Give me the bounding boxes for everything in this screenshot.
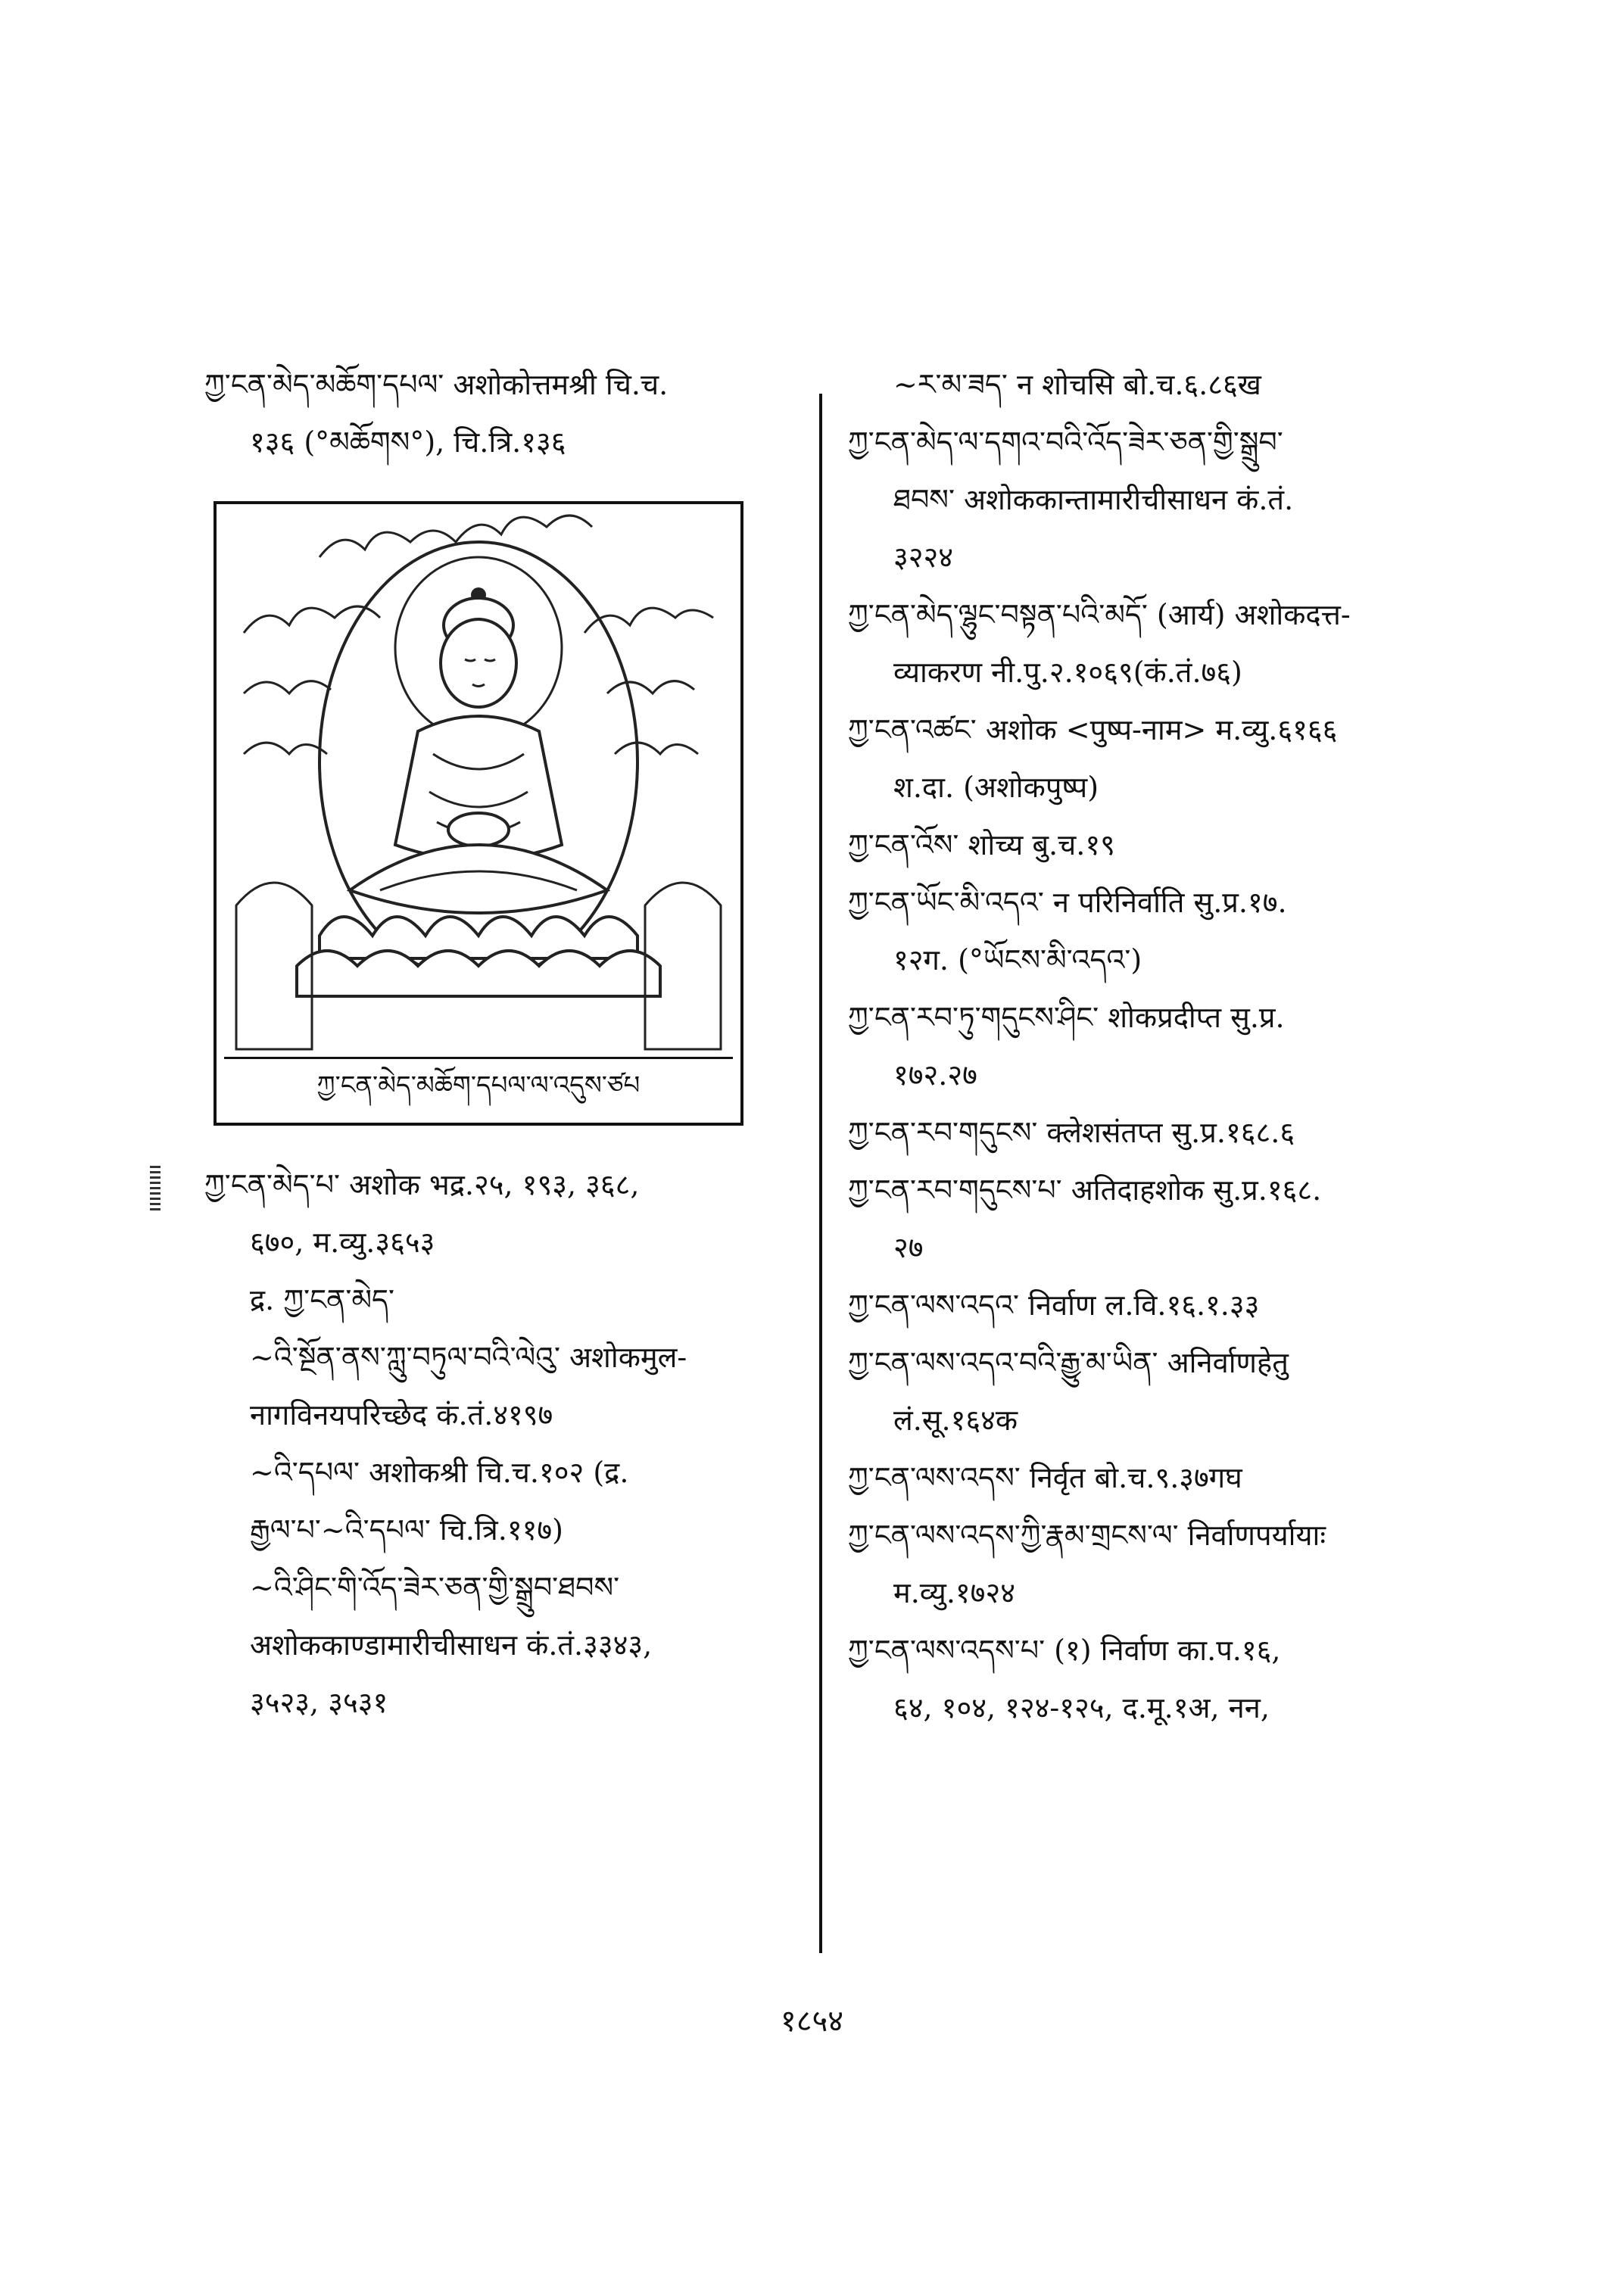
entry-line: ཐབས་ अशोककान्तामारीचीसाधन कं.तं. bbox=[893, 483, 1294, 516]
buddha-illustration bbox=[214, 501, 743, 1126]
buddha-drawing bbox=[224, 512, 733, 1057]
entry-line: १३६ (°མཆོགས°), चि.त्रि.१३६ bbox=[250, 425, 566, 459]
entry-line: ३५२३, ३५३१ bbox=[250, 1686, 388, 1719]
entry-line: ཀྱ་ངན་ལས་འདས་ཀྱི་རྣམ་གྲངས་ལ་ निर्वाणपर्यायाः bbox=[848, 1519, 1326, 1552]
entry-line: ~འི་སྔོན་ནས་ཀླུ་བཏུལ་བའི་ལེའུ་ अशोकमुल- bbox=[250, 1341, 687, 1374]
margin-ruler-mark bbox=[150, 1166, 161, 1219]
entry-line: ཀྱ་ངན་ལས་འདས་ निर्वृत बो.च.९.३७गघ bbox=[848, 1461, 1242, 1494]
right-column bbox=[848, 356, 1469, 1737]
entry-line: ཀྱ་ངན་འཚང་ अशोक <पुष्प-नाम> म.व्यु.६१६६ bbox=[848, 713, 1338, 746]
entry-line: ~འི་ཤིང་གི་འོད་ཟེར་ཅན་གྱི་སྒྲུབ་ཐབས་ bbox=[250, 1571, 620, 1604]
column-divider bbox=[819, 394, 822, 1953]
entry-line: अशोककाण्डामारीचीसाधन कं.तं.३३४३, bbox=[250, 1628, 653, 1662]
entry-line: ཀྱ་ངན་རབ་གདུངས་པ་ अतिदाहशोक सु.प्र.१६८. bbox=[848, 1173, 1322, 1207]
entry-line: व्याकरण नी.पु.२.१०६९(कं.तं.७६) bbox=[893, 656, 1242, 689]
entry-line: १७२.२७ bbox=[893, 1058, 977, 1092]
entry-line: नागविनयपरिच्छेद कं.तं.४१९७ bbox=[250, 1398, 553, 1432]
entry-line: ཀྱ་ངན་མེད་ལ་དགའ་བའི་འོད་ཟེར་ཅན་གྱི་སྒྲུབ་ bbox=[848, 425, 1283, 459]
entry-line: ཀྱ་ངན་རབ་ཏུ་གདུངས་ཤིང་ शोकप्रदीप्त सु.प्र. bbox=[848, 1001, 1285, 1034]
entry-line: द्र. ཀྱ་ངན་མེད་ bbox=[250, 1283, 394, 1316]
entry-line: श.दा. (अशोकपुष्प) bbox=[893, 771, 1099, 804]
entry-line: ३२२४ bbox=[893, 541, 954, 574]
entry-line: ཀྱ་ངན་འོས་ शोच्य बु.च.१९ bbox=[848, 828, 1115, 861]
entry-line: ཀྱ་ངན་མེད་མཆོག་དཔལ་ अशोकोत्तमश्री चि.च. bbox=[204, 368, 669, 401]
entry-line: ཀྱ་ངན་ཡོང་མི་འདའ་ न परिनिर्वाति सु.प्र.१७. bbox=[848, 886, 1287, 919]
entry-line: २७ bbox=[893, 1231, 924, 1264]
entry-line: १२ग. (°ཡོངས་མི་འདའ་) bbox=[893, 943, 1142, 977]
entry-line: ཀྱ་ངན་ལས་འདས་པ་ (१) निर्वाण का.प.१६, bbox=[848, 1634, 1281, 1667]
left-column bbox=[204, 356, 818, 1731]
entry-line: ཀྱ་ངན་ལས་འདའ་ निर्वाण ल.वि.१६.१.३३ bbox=[848, 1288, 1260, 1322]
entry-line: म.व्यु.१७२४ bbox=[893, 1576, 1015, 1609]
entry-line: ཀྱ་ངན་ལས་འདའ་བའི་རྒྱུ་མ་ཡིན་ अनिर्वाणहेतु bbox=[848, 1346, 1289, 1379]
entry-line: ~ར་མ་ཟད་ न शोचसि बो.च.६.८६ख bbox=[893, 368, 1261, 401]
entry-line: लं.सू.१६४क bbox=[893, 1404, 1018, 1437]
entry-line: ~འི་དཔལ་ अशोकश्री चि.च.१०२ (द्र. bbox=[250, 1456, 629, 1489]
entry-line: ཀྱ་ངན་རབ་གདུངས་ क्लेशसंतप्त सु.प्र.१६८.६ bbox=[848, 1116, 1295, 1149]
entry-line: ६४, १०४, १२४-१२५, द.मू.१अ, नन, bbox=[893, 1691, 1270, 1724]
entry-line: ཀྱ་ངན་མེད་ལྷུང་བསྟན་པའི་མདོ་ (आर्य) अशोकदत्त- bbox=[848, 598, 1351, 631]
entry-line: རྒྱལ་པ་~འི་དཔལ་ चि.त्रि.११७) bbox=[250, 1513, 563, 1547]
entry-line: ६७०, म.व्यु.३६५३ bbox=[250, 1226, 435, 1259]
figure-caption: ཀྱ་ངན་མེད་མཆོག་དཔལ་ལ་འདུས་ཙཔ bbox=[224, 1057, 733, 1112]
page-number: १८५४ bbox=[780, 2004, 844, 2039]
entry-line: ཀྱ་ངན་མེད་པ་ अशोक भद्र.२५, १९३, ३६८, bbox=[204, 1168, 640, 1201]
